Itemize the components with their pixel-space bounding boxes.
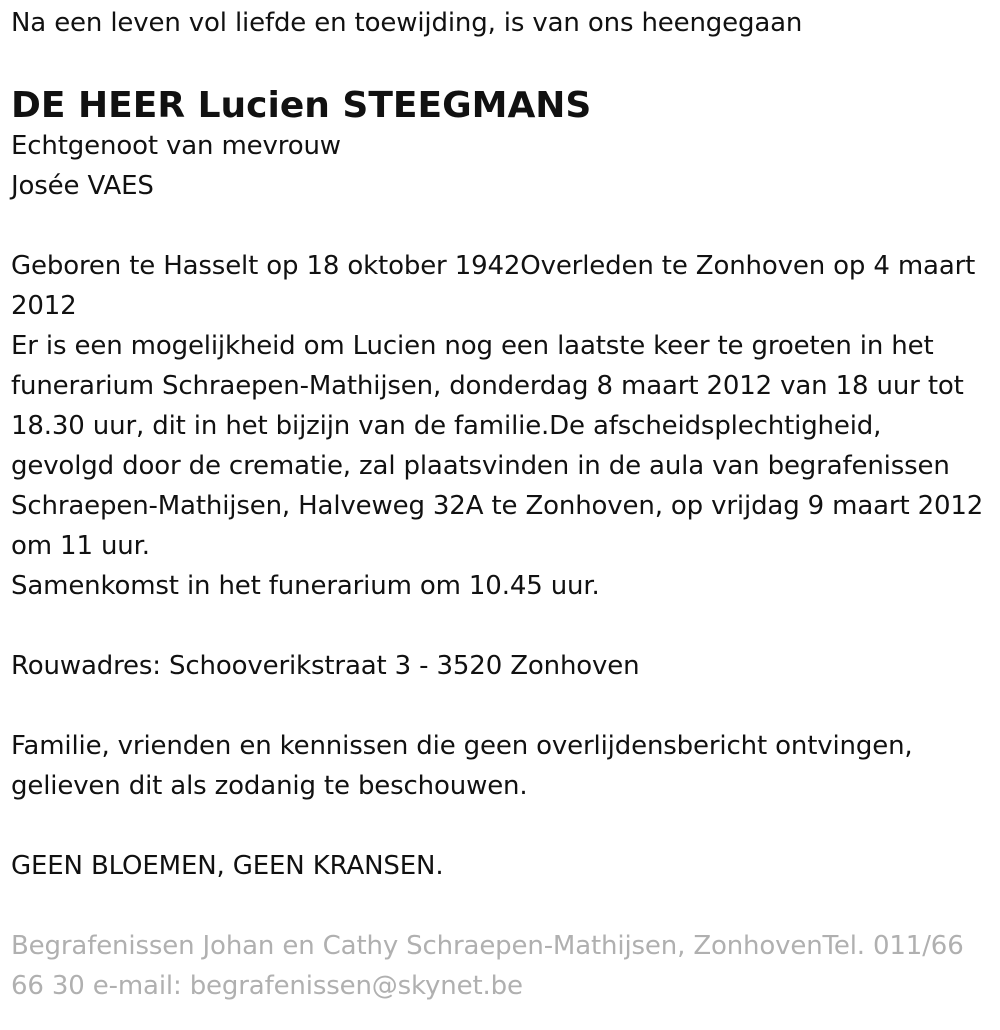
mourning-address: Rouwadres: Schooverikstraat 3 - 3520 Zonhoven xyxy=(11,651,640,681)
deceased-name: DE HEER Lucien STEEGMANS xyxy=(11,85,592,126)
spouse-line-2: Josée VAES xyxy=(11,171,154,201)
intro-text: Na een leven vol liefde en toewijding, is van ons heengegaan xyxy=(11,8,803,38)
notice-text: Familie, vrienden en kennissen die geen overlijdensbericht ontvingen, gelieven dit als zodanig te beschouwen. xyxy=(11,731,913,801)
no-flowers-text: GEEN BLOEMEN, GEEN KRANSEN. xyxy=(11,851,444,881)
funeral-home-footer: Begrafenissen Johan en Cathy Schraepen-Mathijsen, ZonhovenTel. 011/66 66 30 e-mail: begrafenissen@skynet.be xyxy=(11,931,964,1001)
spouse-line-1: Echtgenoot van mevrouw xyxy=(11,131,341,161)
farewell-text: Er is een mogelijkheid om Lucien nog een laatste keer te groeten in het funerarium Schraepen-Mathijsen, donderdag 8 maart 2012 van 18 uur tot 18.30 uur, dit in het bijzijn van de familie.De afscheidsplechtigheid, gevolgd door de crematie, zal plaatsvinden in de aula van begrafenissen Schraepen-Mathijsen, Halveweg 32A te Zonhoven, op vrijdag 9 maart 2012 om 11 uur. xyxy=(11,331,984,561)
gathering-text: Samenkomst in het funerarium om 10.45 uur. xyxy=(11,571,600,601)
birth-death-text: Geboren te Hasselt op 18 oktober 1942Overleden te Zonhoven op 4 maart 2012 xyxy=(11,251,976,321)
